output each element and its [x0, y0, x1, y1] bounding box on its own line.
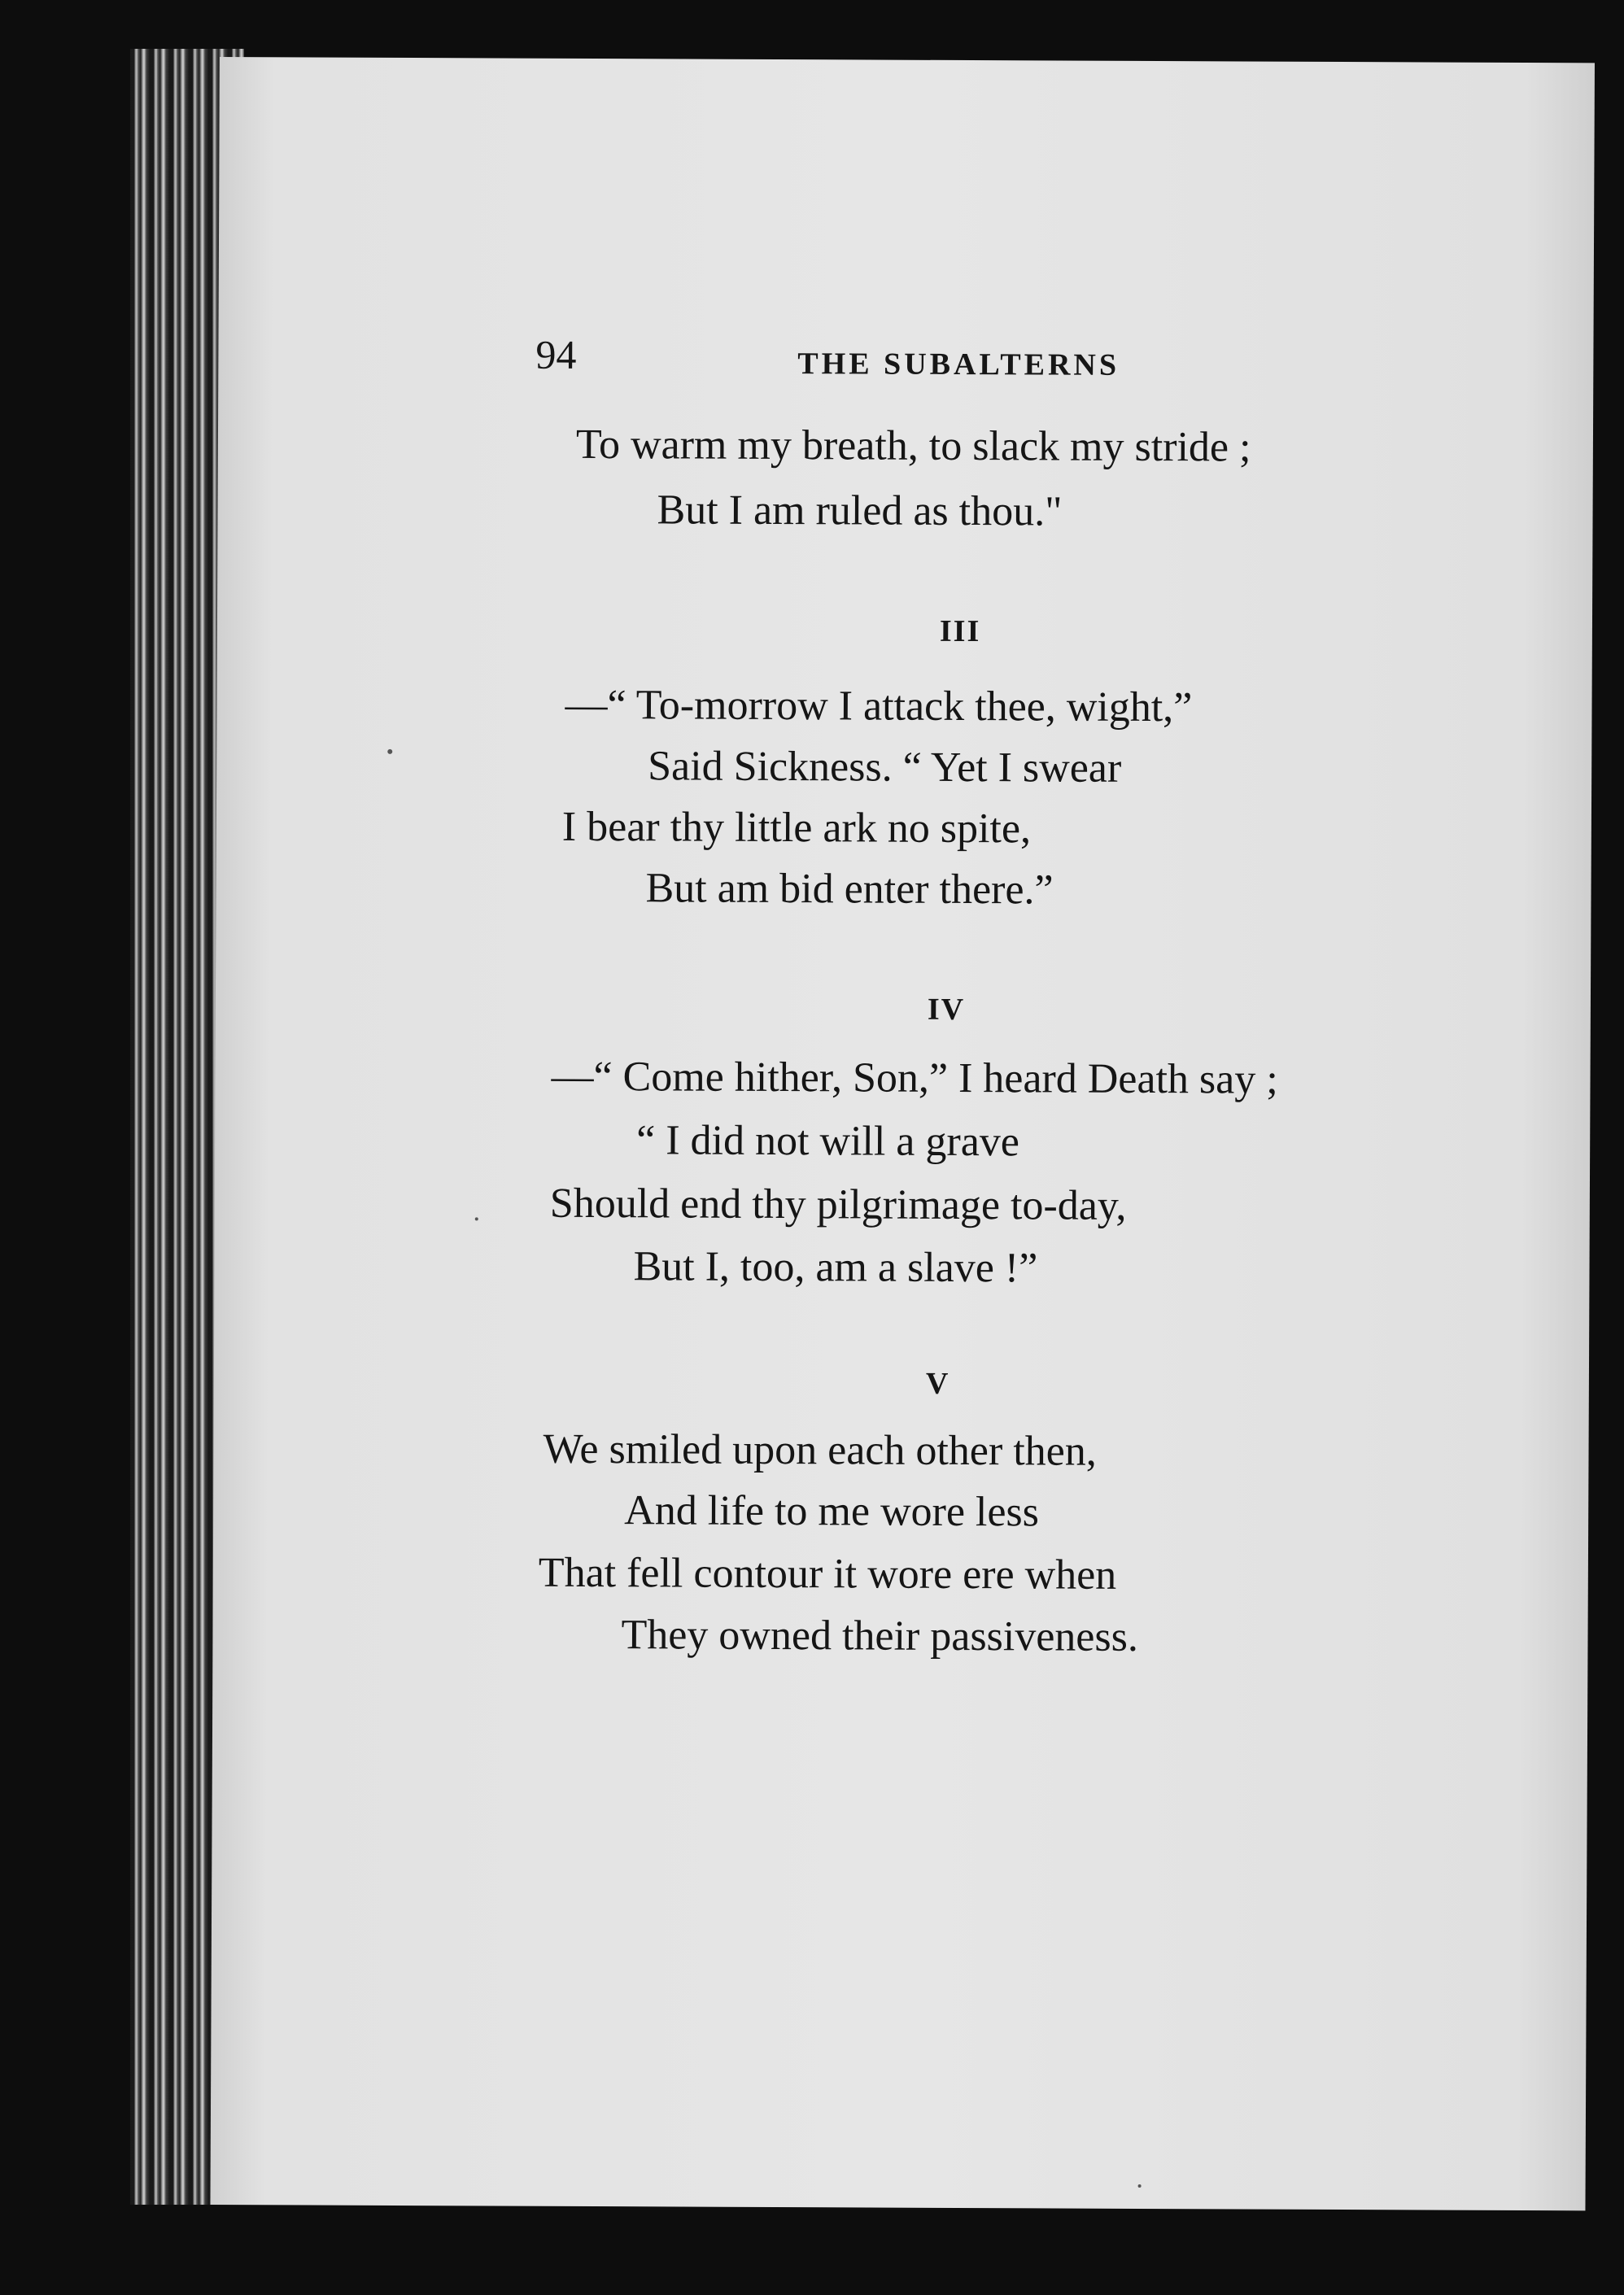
- poem-line: But am bid enter there.”: [645, 865, 1054, 914]
- poem-line: —“ To-morrow I attack thee, wight,”: [565, 681, 1193, 731]
- poem-line: And life to me wore less: [624, 1487, 1040, 1536]
- poem-line: But I am ruled as thou.": [657, 486, 1063, 535]
- poem-line: “ I did not will a grave: [636, 1117, 1020, 1166]
- poem-line: That fell contour it wore ere when: [538, 1549, 1117, 1599]
- paper-speck: [387, 749, 392, 754]
- running-title: THE SUBALTERNS: [797, 347, 1120, 382]
- poem-line: But I, too, am a slave !”: [633, 1243, 1038, 1292]
- paper-speck: [1138, 2184, 1142, 2188]
- poem-line: To warm my breath, to slack my stride ;: [575, 421, 1251, 471]
- book-page: [210, 57, 1595, 2210]
- poem-line: They owned their passiveness.: [621, 1612, 1139, 1660]
- poem-line: I bear thy little ark no spite,: [561, 803, 1032, 853]
- poem-line: We smiled upon each other then,: [543, 1425, 1097, 1475]
- poem-line: Should end thy pilgrimage to-day,: [549, 1180, 1127, 1229]
- stanza-numeral: III: [939, 613, 981, 649]
- stanza-numeral: V: [925, 1366, 950, 1401]
- page-number: 94: [535, 331, 577, 377]
- poem-line: Said Sickness. “ Yet I swear: [648, 743, 1122, 792]
- poem-line: —“ Come hither, Son,” I heard Death say ;: [551, 1053, 1278, 1103]
- paper-speck: [475, 1217, 478, 1220]
- stanza-numeral: IV: [927, 992, 966, 1028]
